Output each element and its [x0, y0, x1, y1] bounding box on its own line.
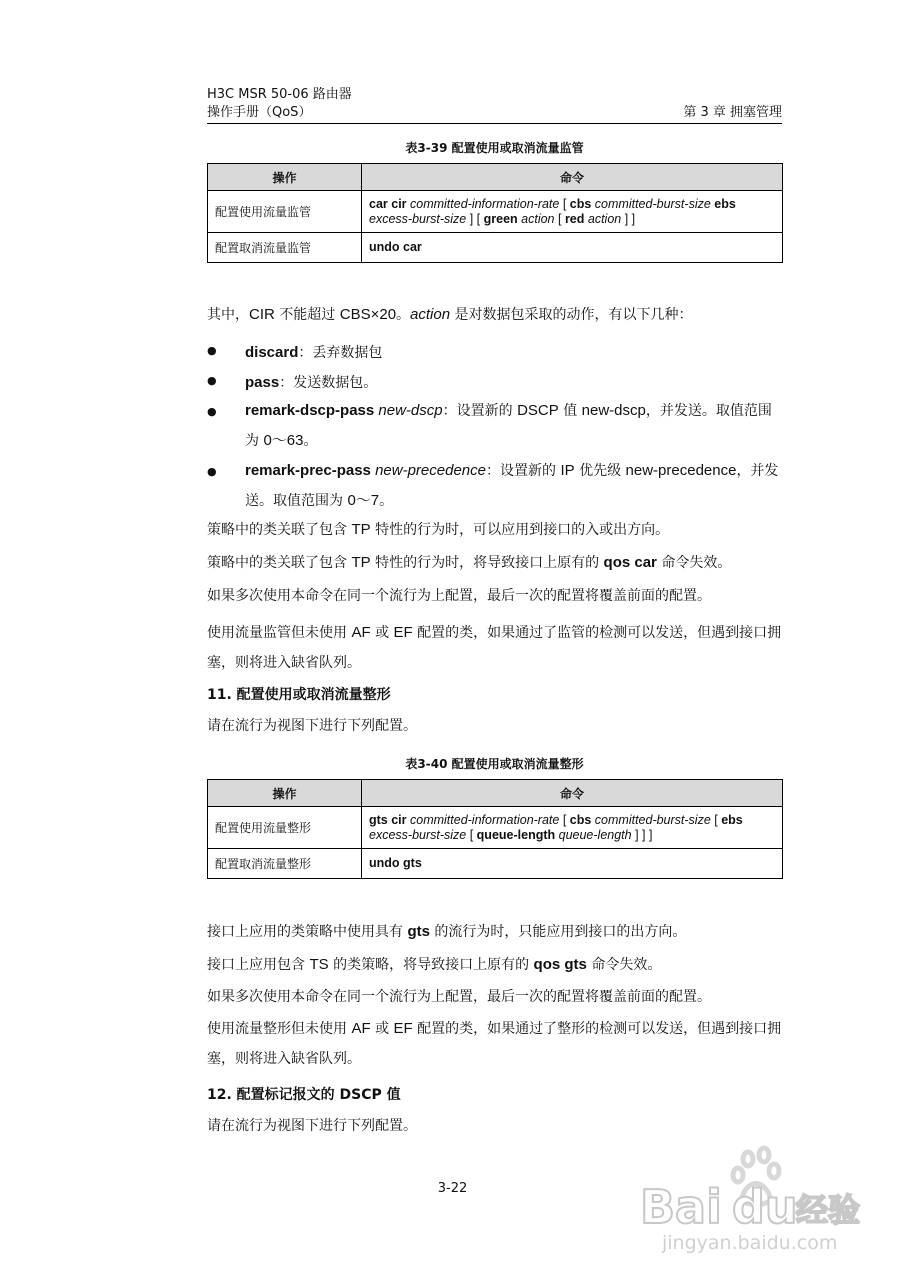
chapter-title: 第 3 章 拥塞管理 — [683, 105, 782, 120]
bullet-icon: ● — [207, 465, 217, 478]
operation-cell: 配置使用流量监管 — [208, 191, 362, 233]
paragraph-config-view: 请在流行为视图下进行下列配置。 — [207, 718, 417, 734]
paragraph-override: 如果多次使用本命令在同一个流行为上配置，最后一次的配置将覆盖前面的配置。 — [207, 989, 711, 1005]
table-row — [208, 233, 783, 263]
section-heading-11: 11. 配置使用或取消流量整形 — [207, 687, 391, 703]
command-cell: gts cir committed-information-rate [ cbs committed-burst-size [ ebs excess-burst-size [ queue-length queue-length ] ] ] — [362, 807, 783, 849]
column-header-command: 命令 — [362, 780, 783, 807]
paragraph-override: 如果多次使用本命令在同一个流行为上配置，最后一次的配置将覆盖前面的配置。 — [207, 588, 711, 604]
section-heading-12: 12. 配置标记报文的 DSCP 值 — [207, 1087, 401, 1103]
bullet-icon: ● — [207, 405, 217, 418]
baidu-jingyan-watermark-logo — [640, 1145, 870, 1255]
table-row — [208, 191, 783, 233]
doc-running-header — [207, 104, 782, 121]
column-header-command: 命令 — [362, 164, 783, 191]
doc-product-title: H3C MSR 50-06 路由器 — [207, 87, 352, 102]
table-40 — [207, 779, 783, 879]
operation-cell: 配置取消流量监管 — [208, 233, 362, 263]
svg-text:Bai: Bai — [640, 1180, 722, 1234]
page-number: 3-22 — [437, 1181, 468, 1196]
operation-cell: 配置使用流量整形 — [208, 807, 362, 849]
paragraph-tp-invalidate: 策略中的类关联了包含 TP 特性的行为时，将导致接口上原有的 qos car 命令失效。 — [207, 554, 732, 571]
bullet-icon: ● — [207, 374, 217, 387]
command-cell: undo car — [362, 233, 783, 263]
paragraph-gts-direction: 接口上应用的类策略中使用具有 gts 的流行为时，只能应用到接口的出方向。 — [207, 923, 687, 940]
table-row — [208, 807, 783, 849]
column-header-operation: 操作 — [208, 164, 362, 191]
paragraph-ts-invalidate: 接口上应用包含 TS 的类策略，将导致接口上原有的 qos gts 命令失效。 — [207, 956, 662, 973]
bullet-icon: ● — [207, 344, 217, 357]
svg-text:经验: 经验 — [796, 1191, 861, 1229]
manual-title: 操作手册（QoS） — [207, 105, 312, 120]
table-caption-40: 表3-40 配置使用或取消流量整形 — [405, 757, 584, 771]
command-cell: undo gts — [362, 849, 783, 879]
operation-cell: 配置取消流量整形 — [208, 849, 362, 879]
header-rule — [207, 123, 782, 124]
paragraph-default-queue: 使用流量整形但未使用 AF 或 EF 配置的类，如果通过了整形的检测可以发送，但遇到接口拥塞，则将进入缺省队列。 — [207, 1020, 782, 1067]
paragraph-cir-limit: 其中，CIR 不能超过 CBS×20。action 是对数据包采取的动作，有以下几种： — [207, 306, 693, 323]
table-header-row — [208, 164, 783, 191]
column-header-operation: 操作 — [208, 780, 362, 807]
paragraph-config-view: 请在流行为视图下进行下列配置。 — [207, 1118, 417, 1134]
command-cell: car cir committed-information-rate [ cbs committed-burst-size ebs excess-burst-size ] [ green action [ red action ] ] — [362, 191, 783, 233]
paragraph-default-queue: 使用流量监管但未使用 AF 或 EF 配置的类，如果通过了监管的检测可以发送，但遇到接口拥塞，则将进入缺省队列。 — [207, 624, 782, 671]
table-39 — [207, 163, 783, 263]
table-caption-39: 表3-39 配置使用或取消流量监管 — [405, 141, 584, 155]
paragraph-tp-direction: 策略中的类关联了包含 TP 特性的行为时，可以应用到接口的入或出方向。 — [207, 521, 670, 538]
table-row — [208, 849, 783, 879]
svg-text:du: du — [732, 1180, 798, 1234]
table-header-row — [208, 780, 783, 807]
svg-text:jingyan.baidu.com: jingyan.baidu.com — [662, 1232, 838, 1254]
